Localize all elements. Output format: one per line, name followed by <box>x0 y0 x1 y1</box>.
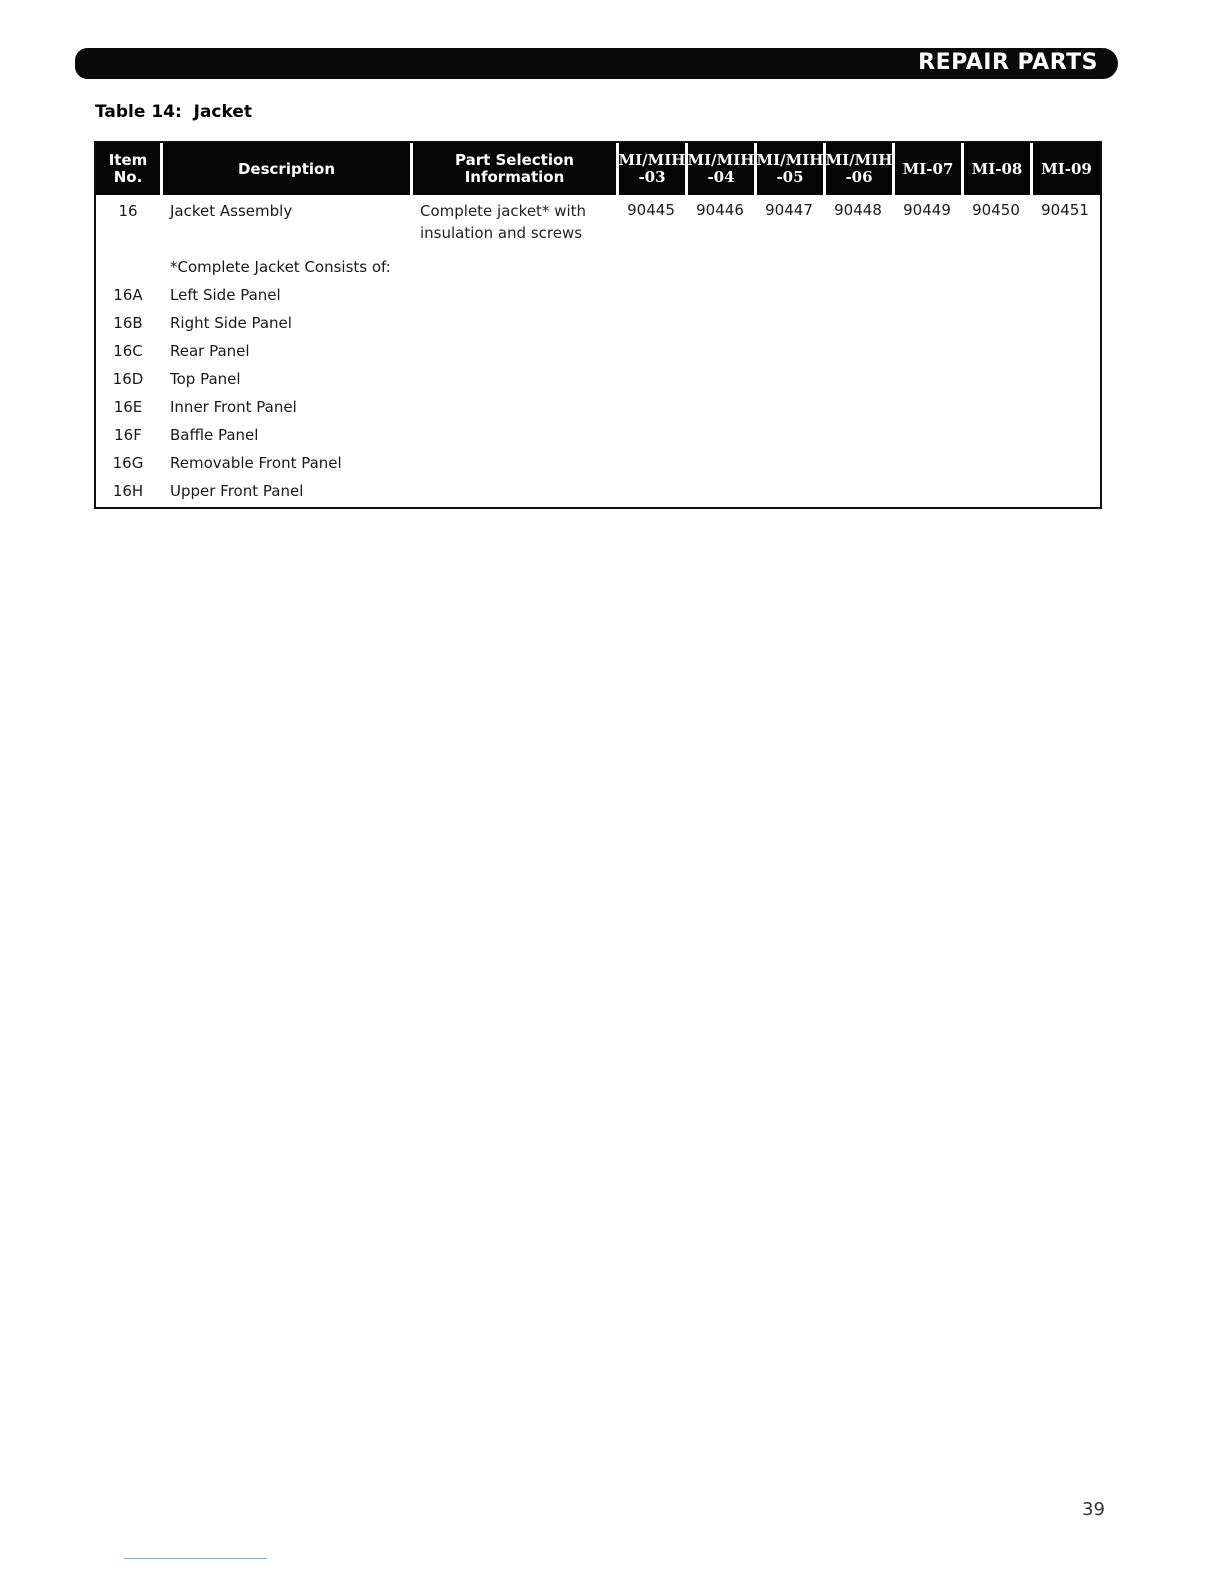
header-part-info: Part Selection Information <box>413 143 616 195</box>
item-description: Baffle Panel <box>170 426 259 444</box>
parts-table <box>94 141 1102 509</box>
section-title: REPAIR PARTS <box>918 50 1098 75</box>
item-description: Right Side Panel <box>170 314 292 332</box>
header-model-04: MI/MIH -04 <box>688 143 754 195</box>
jacket-note: *Complete Jacket Consists of: <box>170 258 391 276</box>
header-model-03: MI/MIH -03 <box>619 143 685 195</box>
header-description: Description <box>163 143 410 195</box>
header-model-06: MI/MIH -06 <box>826 143 892 195</box>
part-number-05: 90447 <box>765 201 813 219</box>
section-banner <box>75 48 1118 79</box>
header-model-08: MI-08 <box>964 143 1030 195</box>
item-number: 16D <box>112 370 144 388</box>
item-description: Top Panel <box>170 370 241 388</box>
part-number-08: 90450 <box>972 201 1020 219</box>
header-item-no: Item No. <box>96 143 160 195</box>
item-number: 16E <box>113 398 143 416</box>
item-description: Inner Front Panel <box>170 398 297 416</box>
item-number: 16B <box>113 314 143 332</box>
part-selection-info: Complete jacket* with insulation and screws <box>420 202 587 242</box>
item-description: Jacket Assembly <box>170 202 293 220</box>
table-caption: Table 14: Jacket <box>95 102 252 122</box>
footer-divider <box>124 1558 267 1559</box>
part-number-03: 90445 <box>627 201 675 219</box>
part-number-09: 90451 <box>1041 201 1089 219</box>
part-number-06: 90448 <box>834 201 882 219</box>
item-number: 16 <box>118 202 138 220</box>
part-number-07: 90449 <box>903 201 951 219</box>
part-number-04: 90446 <box>696 201 744 219</box>
item-description: Left Side Panel <box>170 286 281 304</box>
page-number: 39 <box>1082 1499 1105 1520</box>
item-number: 16G <box>112 454 144 472</box>
header-model-05: MI/MIH -05 <box>757 143 823 195</box>
item-number: 16H <box>112 482 144 500</box>
item-description: Upper Front Panel <box>170 482 304 500</box>
header-model-07: MI-07 <box>895 143 961 195</box>
item-description: Rear Panel <box>170 342 250 360</box>
header-model-09: MI-09 <box>1033 143 1100 195</box>
item-number: 16A <box>113 286 143 304</box>
item-number: 16F <box>114 426 142 444</box>
item-description: Removable Front Panel <box>170 454 342 472</box>
item-number: 16C <box>113 342 143 360</box>
